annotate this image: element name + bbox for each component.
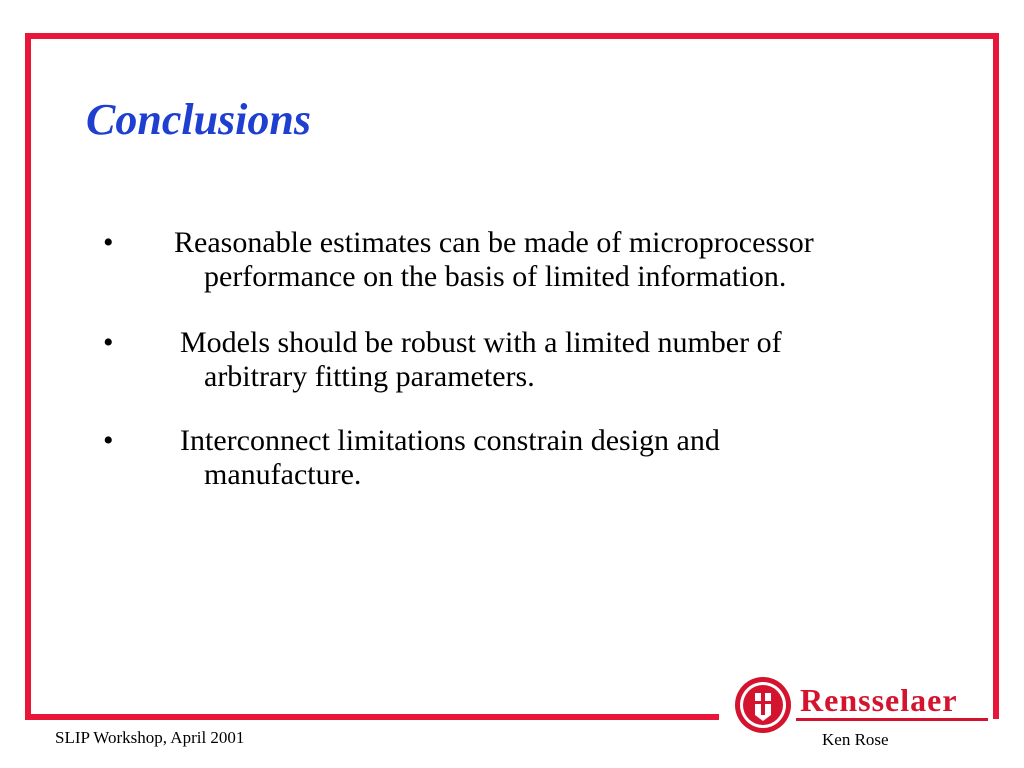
slide-frame-bottom bbox=[25, 714, 719, 720]
footer-author: Ken Rose bbox=[822, 730, 889, 749]
bullet-text-line: Reasonable estimates can be made of microprocessor bbox=[174, 226, 814, 259]
bullet-marker: • bbox=[103, 226, 114, 259]
footer-event: SLIP Workshop, April 2001 bbox=[55, 728, 245, 747]
bullet-marker: • bbox=[103, 424, 114, 457]
rensselaer-wordmark: Rensselaer bbox=[800, 682, 958, 718]
bullet-text-line: performance on the basis of limited information. bbox=[204, 260, 787, 293]
bullet-marker: • bbox=[103, 326, 114, 359]
bullet-text-line: arbitrary fitting parameters. bbox=[204, 360, 535, 393]
logo-underline bbox=[796, 718, 988, 721]
bullet-text-line: Interconnect limitations constrain design and bbox=[180, 424, 720, 457]
bullet-text-line: manufacture. bbox=[204, 458, 362, 491]
slide-title: Conclusions bbox=[86, 95, 311, 144]
bullet-text-line: Models should be robust with a limited number of bbox=[180, 326, 782, 359]
rensselaer-seal-icon bbox=[733, 675, 793, 735]
